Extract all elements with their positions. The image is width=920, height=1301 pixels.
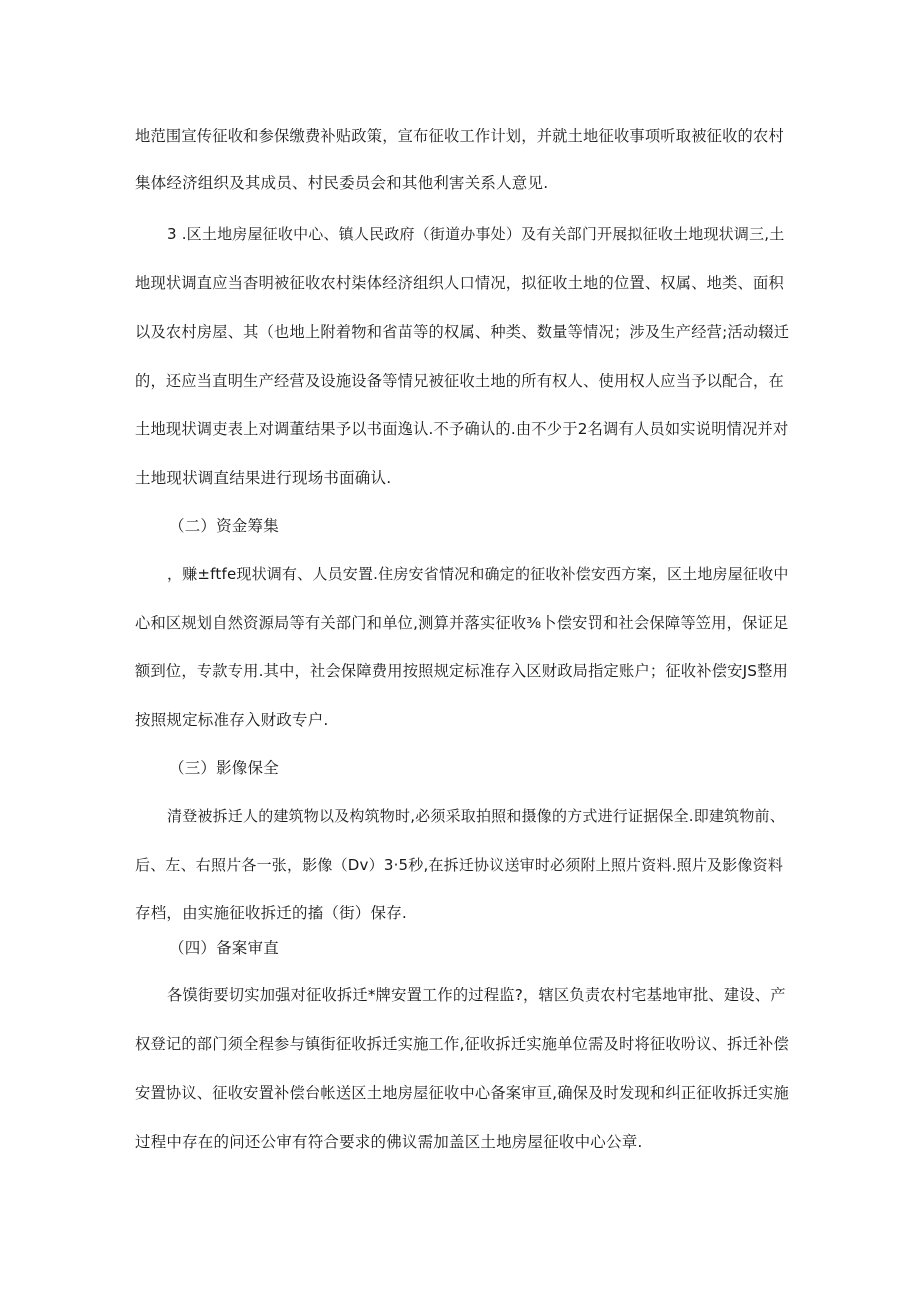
- section-heading-filing-review: （四）备案审直: [169, 939, 279, 957]
- paragraph-2-line-6: 土地现状调直结果进行现场书面确认.: [135, 469, 392, 487]
- section-heading-image-preservation: （三）影像保全: [169, 759, 279, 777]
- paragraph-2-line-1: 3 .区土地房屋征收中心、镇人民政府（街道办事处）及有关部门开展拟征收土地现状调三,土: [167, 225, 785, 243]
- paragraph-1-line-1: 地范围宣传征收和参保缴费补贴政策，宣布征收工作计划，并就土地征收事项听取被征收的农村: [135, 127, 784, 145]
- paragraph-1-line-2: 集体经济组织及其成员、村民委员会和其他利害关系人意见.: [135, 174, 549, 192]
- paragraph-4-line-3: 存档，由实施征收拆迁的搐（街）保存.: [135, 904, 408, 922]
- paragraph-2-line-5: 土地现状调吏表上对调董结果予以书面逸认.不予确认的.由不少于2名调有人员如实说明情况并对: [135, 420, 789, 438]
- paragraph-5-line-2: 权登记的部门须全程参与镇街征收拆迁实施工作,征收拆迁实施单位需及时将征收吩议、拆迁补偿: [135, 1035, 789, 1053]
- paragraph-3-line-4: 按照规定标准存入财政专户.: [135, 711, 329, 729]
- paragraph-4-line-2: 后、左、右照片各一张，影像（Dv）3·5秒,在拆迁协议送审时必须附上照片资料.照片及影像资料: [135, 856, 784, 874]
- paragraph-4-line-1: 清登被拆迁人的建筑物以及构筑物时,必须采取拍照和摄像的方式进行证据保全.即建筑物前、: [167, 807, 785, 825]
- paragraph-2-line-2: 地现状调直应当杳明被征收农村柒体经济组织人口情况，拟征收土地的位置、权属、地类、面积: [135, 274, 784, 292]
- paragraph-3-line-3: 额到位，专款专用.其中，社会保障费用按照规定标准存入区财政局指定账户；征收补偿安JS整用: [135, 662, 789, 680]
- paragraph-2-line-3: 以及农村房屋、其（也地上附着物和省苗等的权属、种类、数量等情况；涉及生产经营;活动辍迁: [135, 323, 790, 341]
- paragraph-5-line-3: 安置协议、征收安置补偿台帐送区土地房屋征收中心备案审亘,确保及时发现和纠正征收拆迁实施: [135, 1084, 789, 1102]
- paragraph-5-line-1: 各馍街要切实加强对征收拆迁*牌安置工作的过程监?，辖区负责农村宅基地审批、建设、产: [167, 986, 786, 1004]
- section-heading-funding: （二）资金筹集: [169, 517, 279, 535]
- paragraph-5-line-4: 过程中存在的问还公审有符合要求的佛议需加盖区土地房屋征收中心公章.: [135, 1133, 643, 1151]
- paragraph-3-line-1: ，赚±ftfe现状调有、人员安置.住房安省情况和确定的征收补偿安西方案，区土地房屋征收中: [167, 565, 789, 583]
- paragraph-3-line-2: 心和区规划自然资源局等有关部门和单位,测算并落实征收⅜卜偿安罚和社会保障等笠用，保证足: [135, 614, 789, 632]
- paragraph-2-line-4: 的，还应当直明生产经营及设施设备等情兄被征收土地的所有权人、使用权人应当予以配合，在: [135, 372, 784, 390]
